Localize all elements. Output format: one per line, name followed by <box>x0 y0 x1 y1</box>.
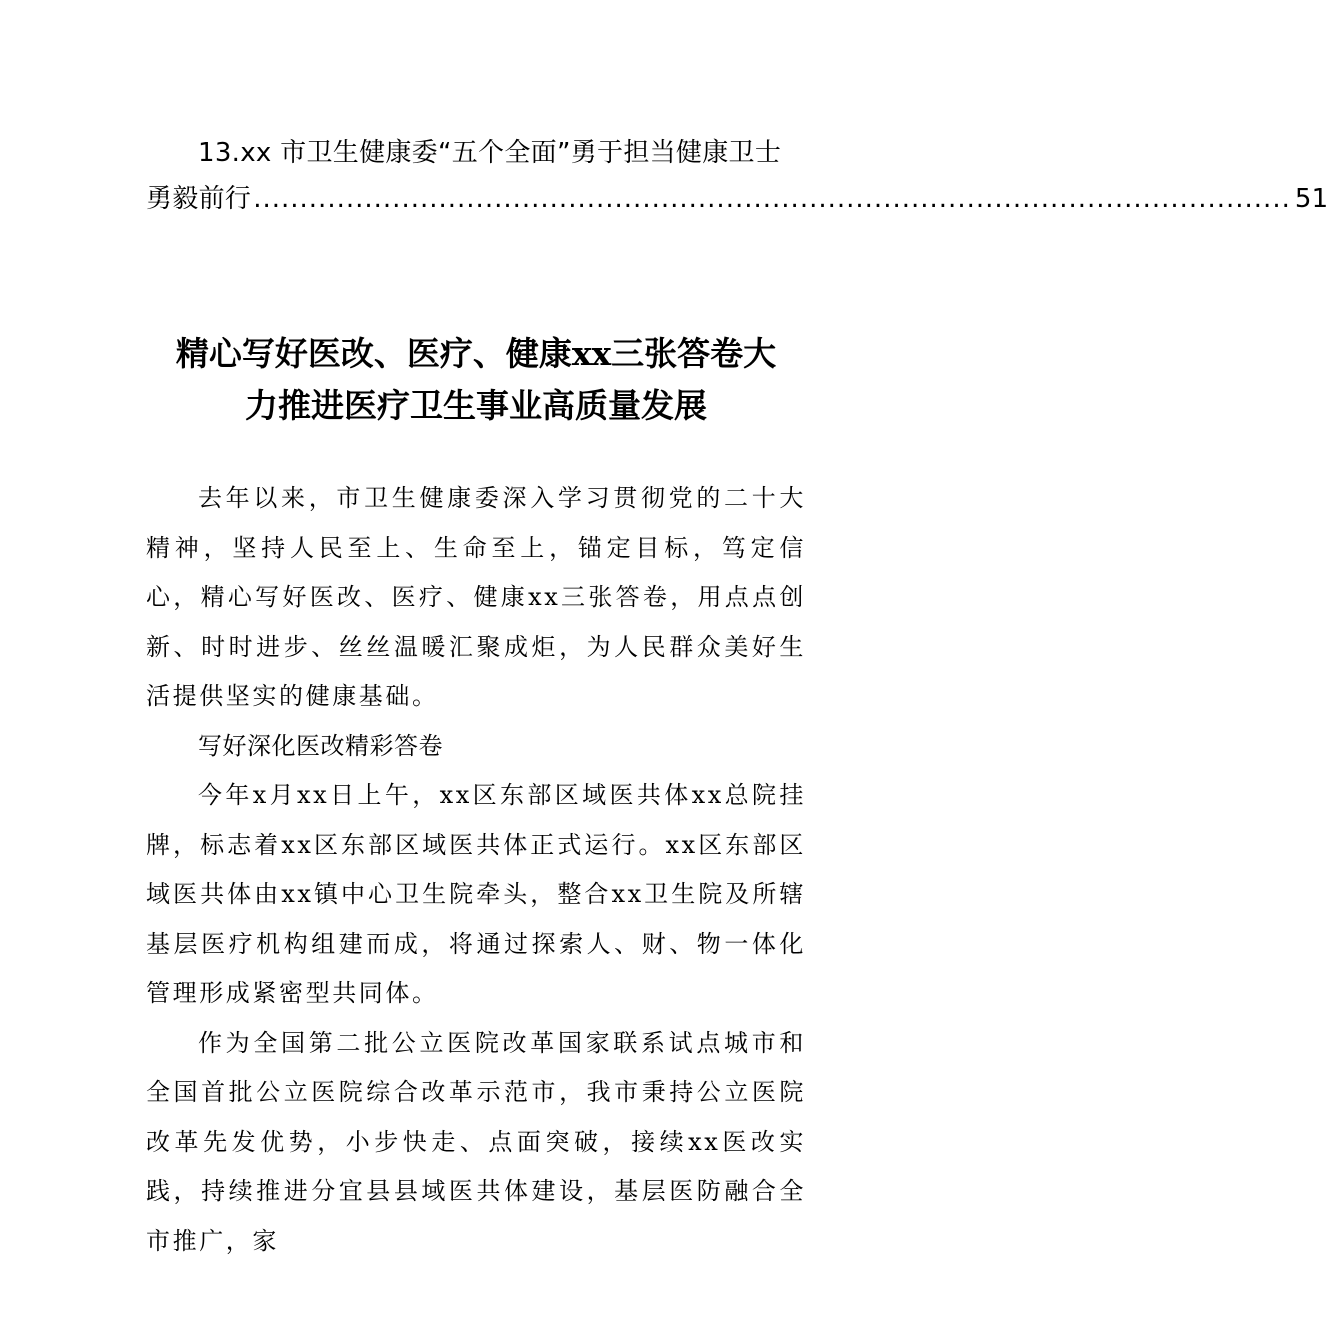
section-heading: 写好深化医改精彩答卷 <box>198 731 443 760</box>
toc-entry-line2 <box>146 176 1329 222</box>
toc-dot-leader: ................................................................................................................ <box>253 184 1291 214</box>
article-body <box>146 474 806 1266</box>
toc-page-number: 51 <box>1294 184 1329 214</box>
toc-entry-title-line2: 勇毅前行 <box>146 184 252 214</box>
toc-entry-title-line1: 13.xx 市卫生健康委“五个全面”勇于担当健康卫士 <box>198 138 782 168</box>
article-title-line1: 精心写好医改、医疗、健康xx三张答卷大 <box>175 334 777 373</box>
article-title <box>136 328 816 432</box>
paragraph-intro: 去年以来，市卫生健康委深入学习贯彻党的二十大精神，坚持人民至上、生命至上，锚定目标，笃定信心，精心写好医改、医疗、健康xx三张答卷，用点点创新、时时进步、丝丝温暖汇聚成炬，为人民群众美好生活提供坚实的健康基础。 <box>146 484 806 710</box>
table-of-contents-entry <box>146 130 1329 222</box>
article-title-line2: 力推进医疗卫生事业高质量发展 <box>245 386 707 425</box>
paragraph-reform-pilot: 作为全国第二批公立医院改革国家联系试点城市和全国首批公立医院综合改革示范市，我市秉持公立医院改革先发优势，小步快走、点面突破，接续xx医改实践，持续推进分宜县县域医共体建设，基层医防融合全市推广，家 <box>146 1028 806 1255</box>
paragraph-medical-community: 今年x月xx日上午，xx区东部区域医共体xx总院挂牌，标志着xx区东部区域医共体正式运行。xx区东部区域医共体由xx镇中心卫生院牵头，整合xx卫生院及所辖基层医疗机构组建而成，将通过探索人、财、物一体化管理形成紧密型共同体。 <box>146 781 806 1007</box>
